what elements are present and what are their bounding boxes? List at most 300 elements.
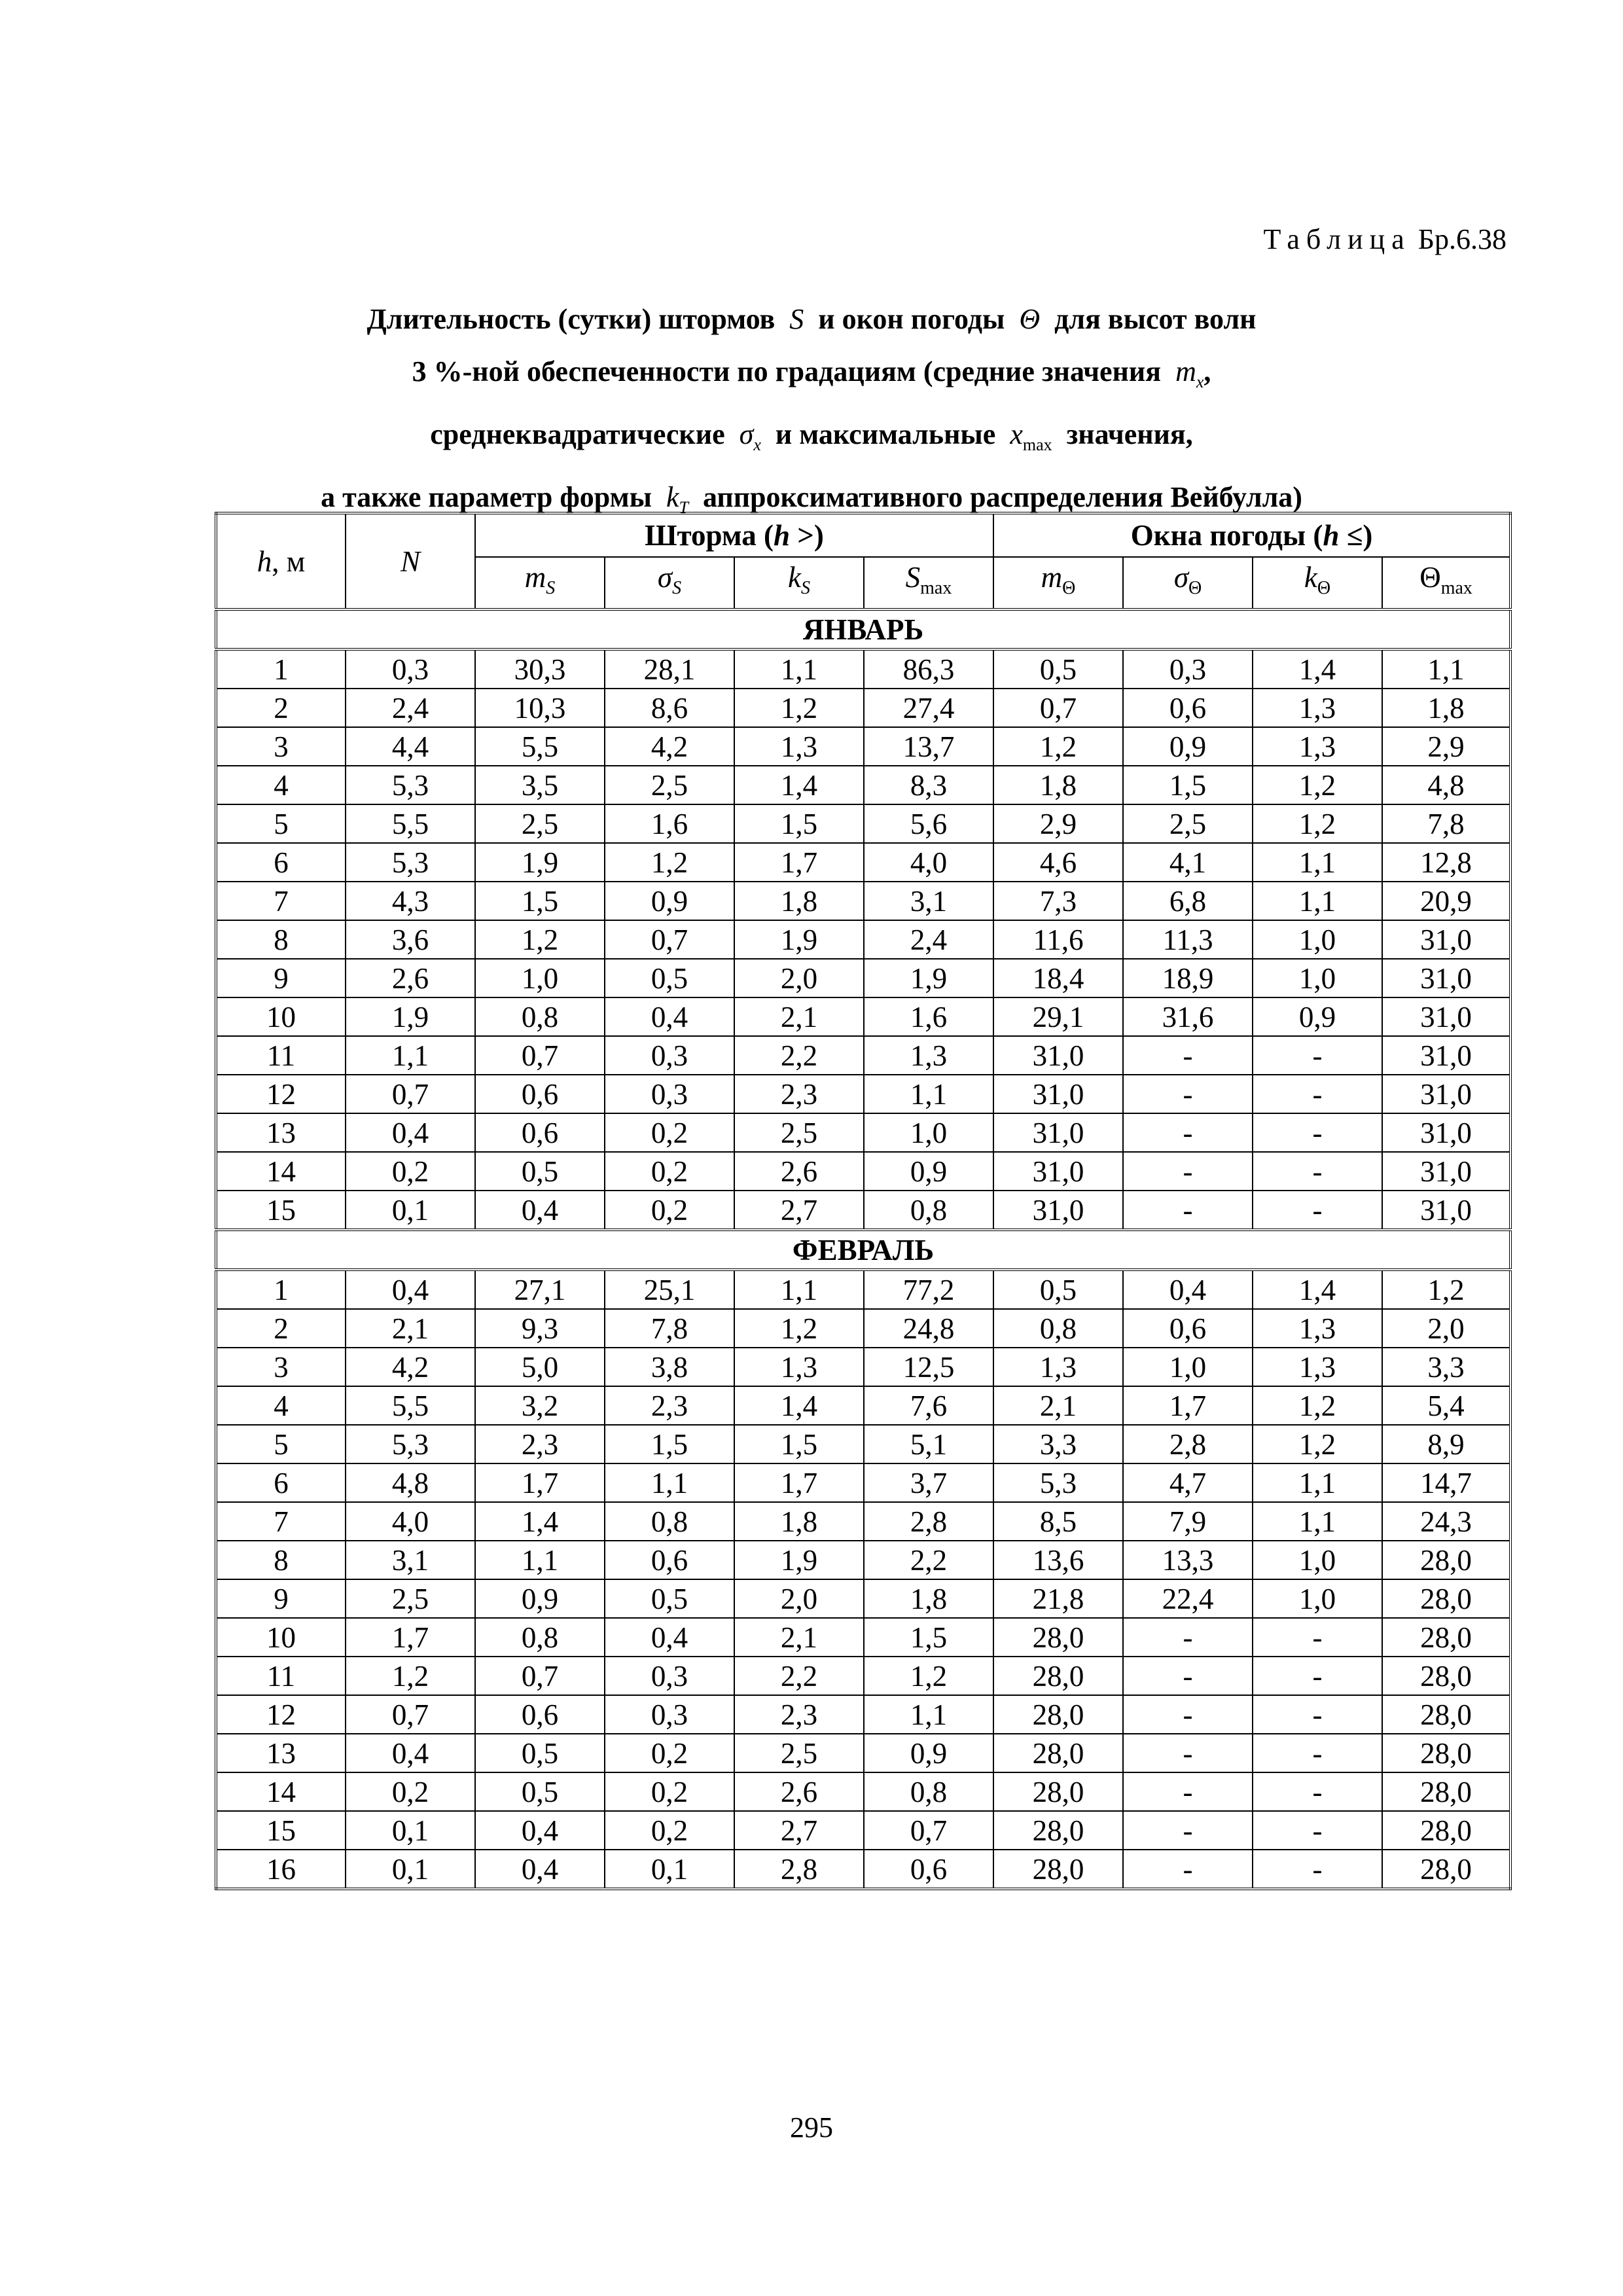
- table-cell: 2,2: [734, 1036, 864, 1075]
- title-line-2: 3 %-ной обеспеченности по градациям (средние значения $m_x$,: [412, 355, 1211, 391]
- table-cell: -: [1253, 1811, 1382, 1850]
- table-cell: 1,5: [475, 882, 605, 920]
- table-cell: 13: [216, 1734, 346, 1772]
- table-cell: 1,5: [605, 1425, 734, 1463]
- table-cell: 31,0: [993, 1152, 1123, 1191]
- table-cell: 11,6: [993, 920, 1123, 959]
- table-cell: 0,4: [475, 1850, 605, 1889]
- table-cell: 8,9: [1382, 1425, 1510, 1463]
- table-cell: 1: [216, 1270, 346, 1309]
- table-cell: 0,6: [1123, 1309, 1253, 1348]
- table-cell: 28,0: [993, 1811, 1123, 1850]
- table-cell: 2,5: [734, 1734, 864, 1772]
- table-cell: 1,3: [993, 1348, 1123, 1386]
- month-name: ЯНВАРЬ: [216, 609, 1510, 649]
- table-cell: 28,1: [605, 649, 734, 689]
- table-cell: 2: [216, 689, 346, 727]
- table-cell: 1,1: [734, 1270, 864, 1309]
- table-cell: 2,2: [864, 1541, 993, 1579]
- table-cell: 28,0: [1382, 1579, 1510, 1618]
- table-cell: 2,9: [993, 804, 1123, 843]
- col-n: N: [346, 513, 475, 609]
- table-cell: 1,9: [864, 959, 993, 997]
- table-cell: 0,5: [475, 1734, 605, 1772]
- col-sigma-theta: $\sigma_\Theta$: [1123, 557, 1253, 609]
- table-cell: 29,1: [993, 997, 1123, 1036]
- table-cell: 1,7: [475, 1463, 605, 1502]
- table-cell: 1,2: [734, 1309, 864, 1348]
- table-cell: 77,2: [864, 1270, 993, 1309]
- table-cell: 0,3: [605, 1657, 734, 1695]
- table-cell: 0,2: [605, 1734, 734, 1772]
- table-title: [0, 293, 1623, 533]
- table-cell: 0,6: [1123, 689, 1253, 727]
- table-cell: 31,0: [993, 1075, 1123, 1113]
- table-cell: 1,1: [1253, 882, 1382, 920]
- table-cell: 31,0: [1382, 1191, 1510, 1230]
- table-cell: 7: [216, 1502, 346, 1541]
- table-cell: 3,5: [475, 766, 605, 804]
- col-s-max: $S_{max}$: [864, 557, 993, 609]
- table-cell: 2,9: [1382, 727, 1510, 766]
- table-cell: 9: [216, 1579, 346, 1618]
- table-cell: 2,3: [734, 1075, 864, 1113]
- table-cell: 2,6: [734, 1772, 864, 1811]
- table-cell: 31,0: [993, 1036, 1123, 1075]
- table-cell: 0,9: [605, 882, 734, 920]
- table-row: [216, 1618, 1510, 1657]
- table-row: [216, 959, 1510, 997]
- table-cell: 1,8: [864, 1579, 993, 1618]
- table-cell: 5,3: [346, 843, 475, 882]
- table-cell: 1,6: [605, 804, 734, 843]
- table-cell: 1,2: [734, 689, 864, 727]
- table-cell: -: [1253, 1113, 1382, 1152]
- table-cell: 10: [216, 997, 346, 1036]
- table-cell: 20,9: [1382, 882, 1510, 920]
- table-cell: 3,1: [346, 1541, 475, 1579]
- table-cell: 24,3: [1382, 1502, 1510, 1541]
- group-weather-windows: Окна погоды (h ≤): [993, 513, 1510, 557]
- table-cell: 1,9: [346, 997, 475, 1036]
- table-cell: 1,2: [605, 843, 734, 882]
- table-label: [1264, 223, 1507, 256]
- table-cell: 28,0: [1382, 1811, 1510, 1850]
- table-row: [216, 804, 1510, 843]
- table-cell: 12: [216, 1075, 346, 1113]
- table-cell: 1,5: [734, 1425, 864, 1463]
- table-cell: 4,2: [605, 727, 734, 766]
- table-cell: 4,0: [346, 1502, 475, 1541]
- table-cell: 1,2: [993, 727, 1123, 766]
- group-storms: Шторма (h >): [475, 513, 993, 557]
- table-cell: 13,7: [864, 727, 993, 766]
- table-cell: 0,7: [346, 1075, 475, 1113]
- table-cell: 13,6: [993, 1541, 1123, 1579]
- table-cell: 2,1: [993, 1386, 1123, 1425]
- table-cell: -: [1253, 1191, 1382, 1230]
- table-cell: 1,7: [734, 843, 864, 882]
- table-cell: 28,0: [1382, 1541, 1510, 1579]
- table-cell: 18,9: [1123, 959, 1253, 997]
- table-cell: 0,9: [1253, 997, 1382, 1036]
- table-cell: 1,1: [1253, 843, 1382, 882]
- table-cell: 0,5: [605, 1579, 734, 1618]
- table-cell: 1,6: [864, 997, 993, 1036]
- page-number: 295: [790, 2111, 833, 2144]
- table-cell: 1,4: [734, 1386, 864, 1425]
- table-cell: 2,0: [1382, 1309, 1510, 1348]
- table-cell: 0,6: [475, 1075, 605, 1113]
- table-cell: 3,3: [993, 1425, 1123, 1463]
- table-cell: 22,4: [1123, 1579, 1253, 1618]
- table-row: [216, 1579, 1510, 1618]
- title-line-1: Длительность (сутки) штормов S и окон погоды Θ для высот волн: [366, 303, 1257, 335]
- table-cell: 0,5: [475, 1152, 605, 1191]
- title-line-3: среднеквадратические $\sigma_x$ и максимальные $x_{max}$ значения,: [430, 418, 1193, 454]
- table-cell: 2,5: [346, 1579, 475, 1618]
- table-cell: 2,5: [1123, 804, 1253, 843]
- table-cell: 1,5: [734, 804, 864, 843]
- table-cell: 1,1: [734, 649, 864, 689]
- table-cell: 6,8: [1123, 882, 1253, 920]
- title-line-4: а также параметр формы $k_T$ аппроксимативного распределения Вейбулла): [321, 480, 1302, 517]
- table-cell: 1,8: [734, 1502, 864, 1541]
- table-cell: 0,6: [605, 1541, 734, 1579]
- table-cell: 2,7: [734, 1811, 864, 1850]
- table-cell: -: [1253, 1075, 1382, 1113]
- table-cell: -: [1123, 1850, 1253, 1889]
- table-cell: 1,7: [346, 1618, 475, 1657]
- table-cell: 2,5: [605, 766, 734, 804]
- table-cell: 0,3: [605, 1075, 734, 1113]
- table-cell: 11: [216, 1036, 346, 1075]
- table-cell: 9: [216, 959, 346, 997]
- table-cell: 2,5: [734, 1113, 864, 1152]
- table-cell: 0,4: [475, 1191, 605, 1230]
- table-cell: 0,7: [993, 689, 1123, 727]
- table-cell: 21,8: [993, 1579, 1123, 1618]
- table-row: [216, 882, 1510, 920]
- table-cell: 2,4: [864, 920, 993, 959]
- table-cell: 5,4: [1382, 1386, 1510, 1425]
- table-cell: 12: [216, 1695, 346, 1734]
- table-cell: 1,4: [1253, 649, 1382, 689]
- table-cell: 1: [216, 649, 346, 689]
- table-cell: 1,5: [1123, 766, 1253, 804]
- table-cell: -: [1253, 1695, 1382, 1734]
- table-row: [216, 1425, 1510, 1463]
- table-cell: 4,4: [346, 727, 475, 766]
- table-cell: 0,4: [346, 1734, 475, 1772]
- table-cell: 2,4: [346, 689, 475, 727]
- table-cell: 31,0: [993, 1191, 1123, 1230]
- table-cell: 0,1: [346, 1811, 475, 1850]
- table-cell: 28,0: [993, 1772, 1123, 1811]
- table-cell: 1,0: [1253, 1579, 1382, 1618]
- table-cell: 5,3: [346, 766, 475, 804]
- table-cell: 1,2: [475, 920, 605, 959]
- table-row: [216, 1191, 1510, 1230]
- table-cell: 5,0: [475, 1348, 605, 1386]
- table-cell: 1,3: [734, 727, 864, 766]
- weather-table: [215, 512, 1512, 1890]
- table-cell: 0,2: [605, 1152, 734, 1191]
- table-cell: 12,8: [1382, 843, 1510, 882]
- table-cell: -: [1123, 1152, 1253, 1191]
- table-row: [216, 997, 1510, 1036]
- table-cell: 4,2: [346, 1348, 475, 1386]
- table-cell: 14: [216, 1152, 346, 1191]
- table-cell: -: [1123, 1657, 1253, 1695]
- table-cell: 2,5: [475, 804, 605, 843]
- table-cell: 28,0: [1382, 1772, 1510, 1811]
- col-theta-max: $\Theta_{max}$: [1382, 557, 1510, 609]
- table-cell: 0,2: [605, 1811, 734, 1850]
- table-row: [216, 1309, 1510, 1348]
- table-cell: 10: [216, 1618, 346, 1657]
- table-cell: 0,5: [475, 1772, 605, 1811]
- table-body: [216, 609, 1510, 1889]
- table-cell: 3,7: [864, 1463, 993, 1502]
- table-cell: 1,1: [346, 1036, 475, 1075]
- table-cell: 31,0: [1382, 1152, 1510, 1191]
- table-cell: 1,7: [1123, 1386, 1253, 1425]
- table-cell: 0,2: [605, 1772, 734, 1811]
- table-cell: 1,3: [1253, 689, 1382, 727]
- table-cell: 9,3: [475, 1309, 605, 1348]
- table-cell: -: [1123, 1695, 1253, 1734]
- table-cell: 28,0: [993, 1695, 1123, 1734]
- month-name: ФЕВРАЛЬ: [216, 1230, 1510, 1270]
- table-cell: 0,3: [346, 649, 475, 689]
- table-cell: 5,5: [346, 1386, 475, 1425]
- table-cell: 0,6: [475, 1113, 605, 1152]
- table-cell: 31,6: [1123, 997, 1253, 1036]
- table-cell: 0,4: [346, 1113, 475, 1152]
- table-cell: 0,2: [605, 1191, 734, 1230]
- table-cell: 2,8: [1123, 1425, 1253, 1463]
- table-cell: -: [1123, 1618, 1253, 1657]
- table-cell: 6: [216, 843, 346, 882]
- table-cell: 14: [216, 1772, 346, 1811]
- table-cell: 1,1: [1253, 1463, 1382, 1502]
- table-cell: 3,1: [864, 882, 993, 920]
- table-cell: 1,1: [605, 1463, 734, 1502]
- table-cell: 3: [216, 727, 346, 766]
- table-cell: 4,8: [346, 1463, 475, 1502]
- table-cell: 3,2: [475, 1386, 605, 1425]
- table-cell: 2,8: [864, 1502, 993, 1541]
- table-cell: 28,0: [1382, 1657, 1510, 1695]
- table-cell: 2,7: [734, 1191, 864, 1230]
- table-cell: 8,6: [605, 689, 734, 727]
- table-cell: 8: [216, 1541, 346, 1579]
- table-row: [216, 689, 1510, 727]
- table-cell: 0,4: [346, 1270, 475, 1309]
- table-cell: 0,2: [346, 1152, 475, 1191]
- table-cell: 13,3: [1123, 1541, 1253, 1579]
- table-cell: 2: [216, 1309, 346, 1348]
- table-cell: 0,6: [475, 1695, 605, 1734]
- table-cell: 0,9: [1123, 727, 1253, 766]
- table-cell: 31,0: [1382, 959, 1510, 997]
- table-row: [216, 920, 1510, 959]
- table-cell: -: [1123, 1036, 1253, 1075]
- table-cell: 14,7: [1382, 1463, 1510, 1502]
- table-cell: 5,6: [864, 804, 993, 843]
- table-cell: 1,7: [734, 1463, 864, 1502]
- table-cell: -: [1253, 1772, 1382, 1811]
- table-cell: 31,0: [1382, 1113, 1510, 1152]
- table-cell: 0,5: [993, 649, 1123, 689]
- table-cell: 0,7: [864, 1811, 993, 1850]
- table-cell: 0,4: [605, 1618, 734, 1657]
- table-cell: 0,7: [346, 1695, 475, 1734]
- table-cell: -: [1123, 1075, 1253, 1113]
- table-cell: 5,3: [346, 1425, 475, 1463]
- table-row: [216, 1850, 1510, 1889]
- table-cell: 7,8: [605, 1309, 734, 1348]
- table-cell: 31,0: [1382, 997, 1510, 1036]
- table-cell: -: [1253, 1036, 1382, 1075]
- table-cell: 4,7: [1123, 1463, 1253, 1502]
- table-cell: 0,9: [475, 1579, 605, 1618]
- table-cell: 1,9: [734, 920, 864, 959]
- table-cell: 1,9: [475, 843, 605, 882]
- table-cell: 1,1: [1253, 1502, 1382, 1541]
- table-cell: 27,1: [475, 1270, 605, 1309]
- table-cell: 1,2: [346, 1657, 475, 1695]
- table-cell: 7: [216, 882, 346, 920]
- table-cell: 1,3: [864, 1036, 993, 1075]
- table-cell: 1,8: [993, 766, 1123, 804]
- table-cell: 5,5: [346, 804, 475, 843]
- table-cell: 0,3: [605, 1036, 734, 1075]
- table-cell: 16: [216, 1850, 346, 1889]
- table-cell: 0,1: [346, 1850, 475, 1889]
- table-cell: 5,5: [475, 727, 605, 766]
- table-cell: 2,1: [346, 1309, 475, 1348]
- table-cell: 2,8: [734, 1850, 864, 1889]
- col-k-theta: $k_\Theta$: [1253, 557, 1382, 609]
- col-h: h, м: [216, 513, 346, 609]
- table-cell: 28,0: [1382, 1734, 1510, 1772]
- table-cell: 0,5: [605, 959, 734, 997]
- table-row: [216, 1657, 1510, 1695]
- table-cell: 28,0: [993, 1734, 1123, 1772]
- month-row: [216, 609, 1510, 649]
- table-cell: 25,1: [605, 1270, 734, 1309]
- table-cell: 2,2: [734, 1657, 864, 1695]
- table-cell: 0,8: [993, 1309, 1123, 1348]
- table-cell: 15: [216, 1191, 346, 1230]
- table-row: [216, 1811, 1510, 1850]
- table-cell: -: [1253, 1734, 1382, 1772]
- table-row: [216, 1270, 1510, 1309]
- table-row: [216, 727, 1510, 766]
- table-cell: 2,3: [475, 1425, 605, 1463]
- table-cell: 4: [216, 766, 346, 804]
- table-cell: 1,0: [1253, 1541, 1382, 1579]
- table-cell: 11: [216, 1657, 346, 1695]
- table-cell: 1,0: [1253, 959, 1382, 997]
- table-cell: 6: [216, 1463, 346, 1502]
- table-header: [216, 513, 1510, 609]
- table-cell: 2,3: [605, 1386, 734, 1425]
- table-cell: 86,3: [864, 649, 993, 689]
- table-cell: 4,8: [1382, 766, 1510, 804]
- table-cell: 0,2: [605, 1113, 734, 1152]
- table-cell: 0,9: [864, 1152, 993, 1191]
- table-cell: 1,3: [1253, 1348, 1382, 1386]
- table-cell: 5,1: [864, 1425, 993, 1463]
- table-row: [216, 843, 1510, 882]
- table-cell: -: [1123, 1772, 1253, 1811]
- table-cell: 4,0: [864, 843, 993, 882]
- table-cell: 0,7: [605, 920, 734, 959]
- table-cell: 10,3: [475, 689, 605, 727]
- table-cell: 1,0: [864, 1113, 993, 1152]
- table-cell: 4,6: [993, 843, 1123, 882]
- table-cell: -: [1253, 1152, 1382, 1191]
- table-cell: 3: [216, 1348, 346, 1386]
- table-row: [216, 1502, 1510, 1541]
- table-cell: -: [1253, 1618, 1382, 1657]
- table-cell: 1,4: [475, 1502, 605, 1541]
- table-cell: 7,8: [1382, 804, 1510, 843]
- table-cell: 2,6: [734, 1152, 864, 1191]
- table-cell: 2,0: [734, 1579, 864, 1618]
- table-row: [216, 1075, 1510, 1113]
- table-cell: 28,0: [993, 1850, 1123, 1889]
- col-sigma-s: $\sigma_S$: [605, 557, 734, 609]
- table-row: [216, 1463, 1510, 1502]
- table-cell: 15: [216, 1811, 346, 1850]
- table-cell: 4,1: [1123, 843, 1253, 882]
- table-cell: 31,0: [1382, 1075, 1510, 1113]
- table-label-word: Таблица: [1263, 223, 1411, 255]
- table-cell: 1,3: [1253, 727, 1382, 766]
- table-cell: 7,6: [864, 1386, 993, 1425]
- table-cell: 0,4: [1123, 1270, 1253, 1309]
- table-row: [216, 1772, 1510, 1811]
- table-cell: 0,7: [475, 1036, 605, 1075]
- table-cell: 8,5: [993, 1502, 1123, 1541]
- table-cell: 1,2: [1253, 804, 1382, 843]
- table-cell: 4,3: [346, 882, 475, 920]
- col-m-theta: $m_\Theta$: [993, 557, 1123, 609]
- table-cell: 0,3: [605, 1695, 734, 1734]
- table-cell: -: [1253, 1850, 1382, 1889]
- table-cell: 1,2: [1253, 766, 1382, 804]
- table-row: [216, 1348, 1510, 1386]
- table-row: [216, 1541, 1510, 1579]
- table-cell: 28,0: [1382, 1695, 1510, 1734]
- table-cell: 0,8: [475, 997, 605, 1036]
- table-cell: 0,4: [605, 997, 734, 1036]
- table-cell: 13: [216, 1113, 346, 1152]
- table-cell: 1,2: [1253, 1386, 1382, 1425]
- table-cell: 28,0: [993, 1657, 1123, 1695]
- table-cell: 4: [216, 1386, 346, 1425]
- table-cell: -: [1123, 1113, 1253, 1152]
- table-cell: 0,6: [864, 1850, 993, 1889]
- table-cell: 3,3: [1382, 1348, 1510, 1386]
- table-cell: -: [1123, 1811, 1253, 1850]
- table-row: [216, 1734, 1510, 1772]
- table-cell: 1,5: [864, 1618, 993, 1657]
